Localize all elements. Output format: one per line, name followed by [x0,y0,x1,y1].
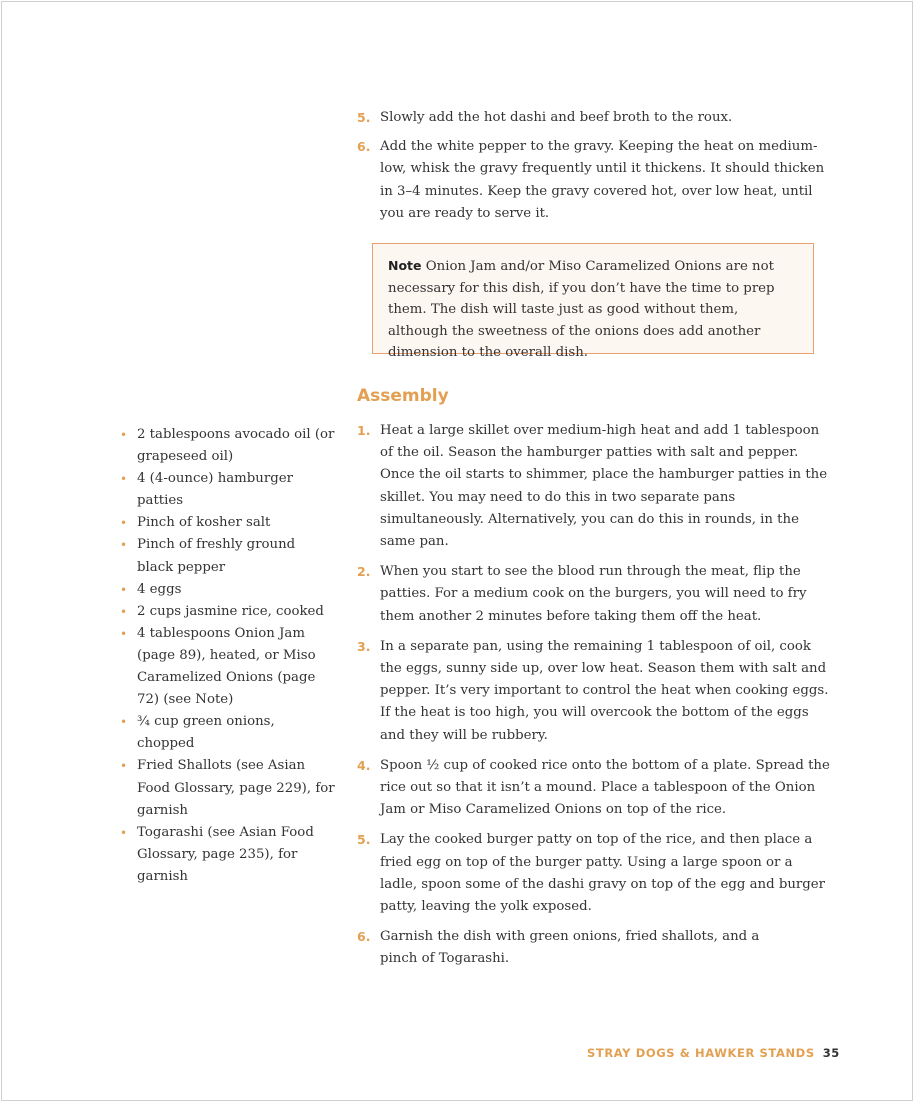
step-text: Garnish the dish with green onions, fried shallots, and a pinch of Togarashi. [380,929,760,967]
step-number: 5. [357,832,371,848]
list-item [357,561,833,628]
page-footer [587,1046,840,1060]
ingredients-list [120,424,335,888]
ingredient-text: 4 (4-ounce) hamburger patties [137,471,293,509]
ingredient-text: 2 tablespoons avocado oil (or grapeseed oil) [137,427,335,465]
ingredient-text: 4 tablespoons Onion Jam (page 89), heated, or Miso Caramelized Onions (page 72) (see Note) [137,625,316,708]
note-text: Onion Jam and/or Miso Caramelized Onions are not necessary for this dish, if you don’t have the time to prep them. The dish will taste just as good without them, although the sweetness of the onions does add another dimension to the overall dish. [388,259,775,361]
bullet-icon: • [120,582,128,597]
bullet-icon: • [120,604,128,619]
ingredient-item [120,579,335,601]
assembly-steps-list [357,420,833,971]
list-item [357,755,833,822]
step-number: 1. [357,423,371,438]
list-item [357,420,833,553]
ingredient-item [120,755,335,821]
bullet-icon: • [120,472,128,487]
bullet-icon: • [120,516,128,531]
step-number: 5. [357,110,371,125]
list-item [357,926,833,970]
step-text: When you start to see the blood run through the meat, flip the patties. For a medium cook on the burgers, you will need to fry them another 2 minutes before taking them off the heat. [380,564,807,624]
step-text: Lay the cooked burger patty on top of the rice, and then place a fried egg on top of the burger patty. Using a large spoon or a ladle, spoon some of the dashi gravy on top of the egg and burger patty, leaving the yolk exposed. [380,832,826,915]
gravy-steps-list [357,107,829,225]
step-number: 6. [357,139,371,155]
ingredient-text: 2 cups jasmine rice, cooked [137,603,324,619]
step-text: Add the white pepper to the gravy. Keeping the heat on medium-low, whisk the gravy frequently until it thickens. It should thicken in 3–4 minutes. Keep the gravy covered hot, over low heat, until you are ready to serve it. [380,139,825,221]
ingredient-item [120,601,335,623]
ingredient-text: Pinch of kosher salt [137,515,271,531]
list-item [357,636,833,747]
section-heading: Assembly [357,386,449,406]
running-section-title: STRAY DOGS & HAWKER STANDS [587,1046,815,1060]
bullet-icon: • [120,538,128,553]
ingredient-text: 4 eggs [137,581,182,597]
note-label: Note [388,258,422,273]
bullet-icon: • [120,626,128,641]
page-number: 35 [822,1046,840,1060]
note-box [372,243,814,361]
ingredient-text: Pinch of freshly ground black pepper [137,537,296,575]
ingredient-item [120,822,335,888]
list-item [357,829,833,918]
bullet-icon: • [120,825,128,840]
ingredient-text: ¾ cup green onions, chopped [137,714,275,752]
ingredient-item [120,424,335,468]
ingredient-item [120,623,335,711]
ingredient-text: Fried Shallots (see Asian Food Glossary, page 229), for garnish [137,758,335,818]
ingredient-text: Togarashi (see Asian Food Glossary, page 235), for garnish [137,824,314,884]
bullet-icon: • [120,428,128,442]
bullet-icon: • [120,715,128,730]
step-text: Spoon ½ cup of cooked rice onto the bottom of a plate. Spread the rice out so that it isn’t a mound. Place a tablespoon of the Onion Jam or Miso Caramelized Onions on top of the rice. [380,757,830,818]
list-item [357,136,829,225]
ingredient-item [120,512,335,534]
ingredient-item [120,711,335,755]
step-text: Heat a large skillet over medium-high heat and add 1 tablespoon of the oil. Season the hamburger patties with salt and pepper. Once the oil starts to shimmer, place the hamburger patties in the skillet. You may need to do this in two separate pans simultaneously. Alternatively, you can do this in rounds, in the same pan. [380,423,828,550]
list-item [357,107,829,129]
step-number: 3. [357,638,371,654]
step-text: In a separate pan, using the remaining 1 tablespoon of oil, cook the eggs, sunny side up, over low heat. Season them with salt and pepper. It’s very important to control the heat when cooking eggs. If the heat is too high, you will overcook the bottom of the eggs and they will be rubbery. [380,638,829,743]
step-text: Slowly add the hot dashi and beef broth to the roux. [380,110,733,125]
ingredient-item [120,534,335,578]
step-number: 2. [357,564,371,580]
bullet-icon: • [120,759,128,774]
step-number: 4. [357,757,371,773]
step-number: 6. [357,929,371,945]
ingredient-item [120,468,335,512]
